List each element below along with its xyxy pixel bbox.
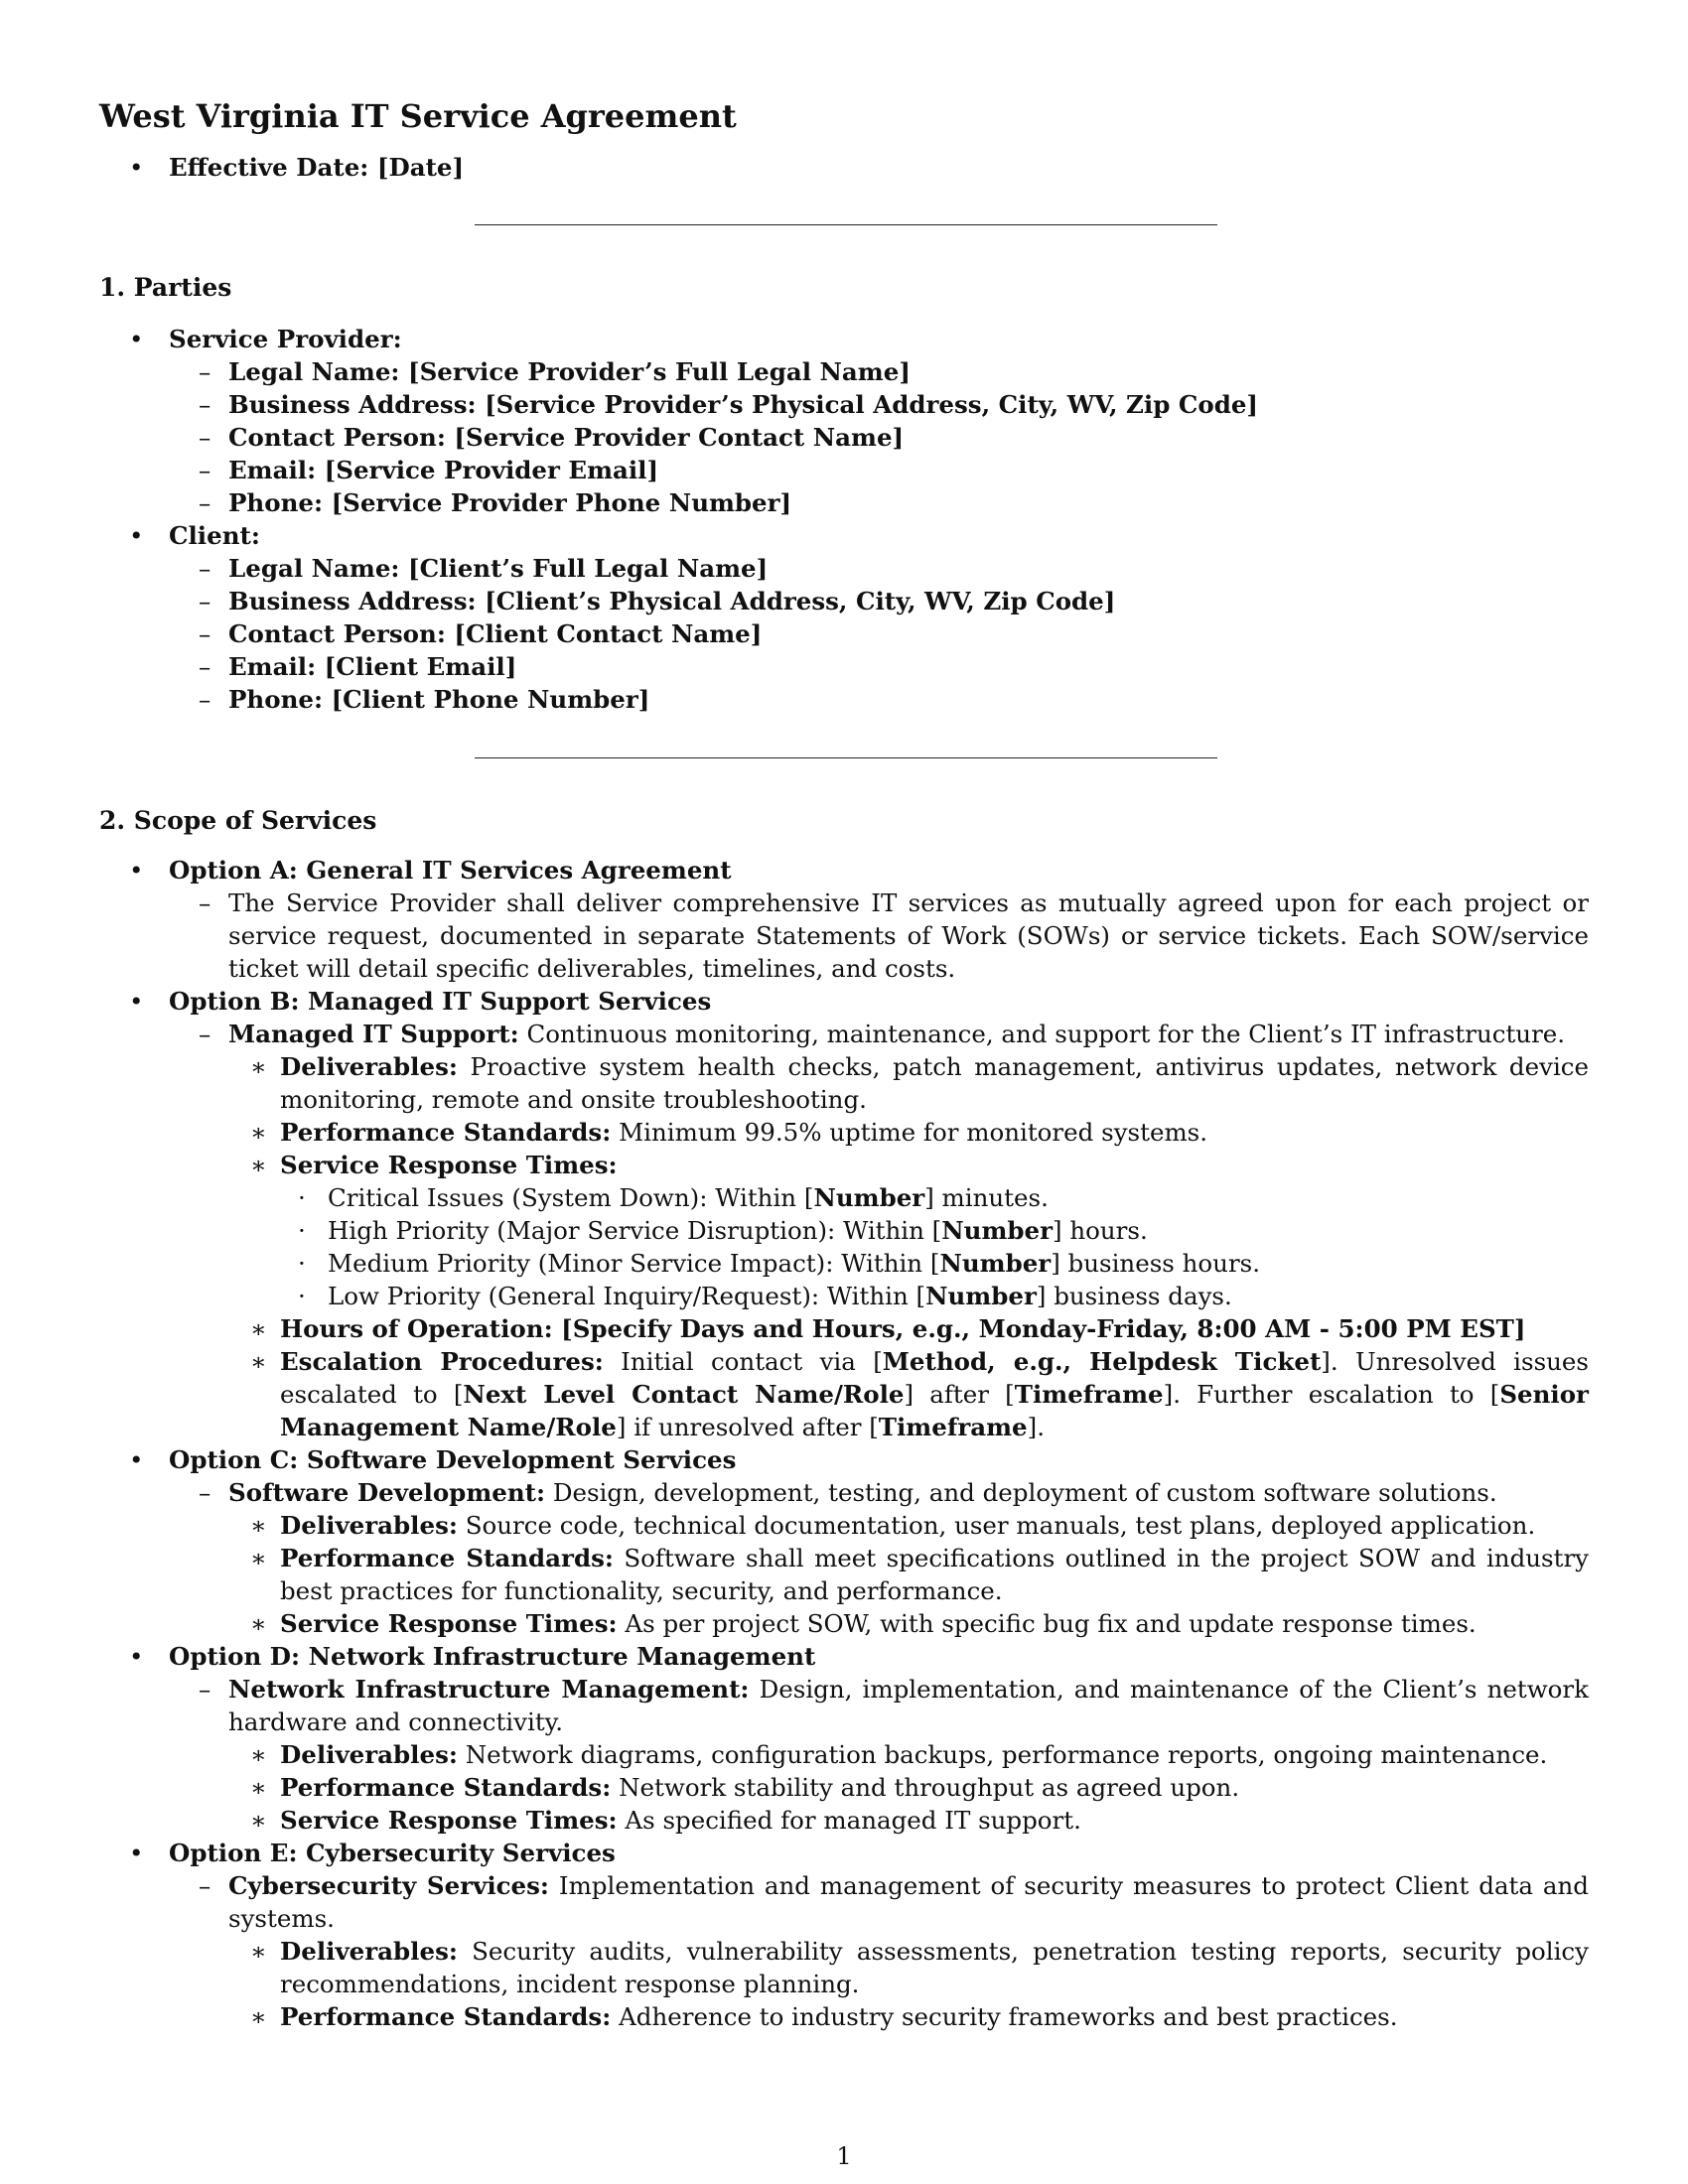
asterisk-icon: ∗ (250, 1118, 267, 1147)
asterisk-icon: ∗ (250, 1052, 267, 1081)
dash-icon: – (199, 685, 211, 714)
dash-icon: – (199, 1871, 211, 1900)
asterisk-icon: ∗ (250, 1347, 267, 1376)
bullet-icon: • (129, 325, 144, 353)
asterisk-icon: ∗ (250, 1151, 267, 1179)
option-a-text: The Service Provider shall deliver comprehensive IT services as mutually agreed upon for each project or service request, documented in separate Statements of Work (SOWs) or service tickets. Each SOW/service ticket will detail specific deliverables, timelines, and costs. (228, 888, 1589, 983)
dash-icon: – (199, 1478, 211, 1507)
bullet-icon: • (129, 856, 144, 885)
asterisk-icon: ∗ (250, 2002, 267, 2031)
bullet-icon: • (129, 1445, 144, 1474)
dash-icon: – (199, 1675, 211, 1704)
dot-icon: · (298, 1183, 306, 1212)
dash-icon: – (199, 888, 211, 917)
dash-icon: – (199, 554, 211, 583)
option-e-lead: Cybersecurity Services: Implementation and management of security measures to protect Client data and systems. (228, 1871, 1589, 1933)
dot-icon: · (298, 1282, 306, 1310)
option-e-deliverables: Deliverables: Security audits, vulnerability assessments, penetration testing reports, security policy recommendations, incident response planning. (280, 1937, 1589, 1998)
asterisk-icon: ∗ (250, 1609, 267, 1638)
dot-icon: · (298, 1216, 306, 1245)
bullet-icon: • (129, 1642, 144, 1671)
asterisk-icon: ∗ (250, 1806, 267, 1835)
dot-icon: · (298, 1249, 306, 1278)
document-page: West Virginia IT Service Agreement • Effective Date: [Date] 1. Parties • Service Provider: – Legal Name: [Service Provider’s Full Legal Name] – Business Address: [Service Provider’s Physical Address, City, WV, Zip Code] – Contact Person: [Service Provider Contact Name] – Email: [Service Provider Email] – Phone: [Service Provider Phone Number] • Client: – Legal Name: [Client’s Full Legal Name] – Business Address: [Client’s Physical Address, City, WV, Zip Code] – Contact Person: [Client Contact Name] – Email: [Client Email] – Phone: [Client Phone Number] 2. Scope of Services • Option A: General IT Services Agreement – The Service Provider shall deliver comprehensive IT services as mutually agreed upon for each project or service request, documented in separate Statements of Work (SOWs) or service tickets. Each SOW/service ticket will detail specific deliverables, timelines, and costs. • Option B: Managed IT Support Services – Managed IT Support: Continuous monitoring, maintenance, and support for the Client’s IT infrastructure. ∗ Deliverables: Proactive system health checks, patch management, antivirus updates, network device monitoring, remote and onsite troubleshooting. ∗ Performance Standards: Minimum 99.5% uptime for monitored systems. ∗ Service Response Times: · Critical Issues (System Down): Within [Number] minutes. · High Priority (Major Service Disruption): Within [Number] hours. · Medium Priority (Minor Service Impact): Within [Number] business hours. · Low Priority (General Inquiry/Request): Within [Number] business days. ∗ Hours of Operation: [Specify Days and Hours, e.g., Monday-Friday, 8:00 AM - 5:00 PM EST] ∗ Escalation Procedures: Initial contact via [Method, e.g., Helpdesk Ticket]. Unresolved issues escalated to [Next Level Contact Name/Role] after [Timeframe]. Further escalation to [Senior Management Name/Role] if unresolved after [Timeframe]. • Option C: Software Development Services – Software Development: Design, development, testing, and deployment of custom software solutions. ∗ Deliverables: Source code, technical documentation, user manuals, test plans, deployed application. ∗ Performance Standards: Software shall meet specifications outlined in the project SOW and industry best practices for functionality, security, and performance. ∗ Service Response Times: As per project SOW, with specific bug fix and update response times. • Option D: Network Infrastructure Management – Network Infrastructure Management: Design, implementation, and maintenance of the Client’s network hardware and connectivity. ∗ Deliverables: Network diagrams, configuration backups, performance reports, ongoing maintenance. ∗ Performance Standards: Network stability and throughput as agreed upon. ∗ Service Response Times: As specified for managed IT support. • Option E: Cybersecurity Services – Cybersecurity Services: Implementation and management of security measures to protect Client data and systems. ∗ Deliverables: Security audits, vulnerability assessments, penetration testing reports, security policy recommendations, incident response planning. ∗ Performance Standards: Adherence to industry security frameworks and best practices. 1 (0, 0, 1688, 2184)
dash-icon: – (199, 423, 211, 452)
divider (475, 757, 1217, 758)
option-d-lead: Network Infrastructure Management: Design, implementation, and maintenance of the Client’s network hardware and connectivity. (228, 1675, 1589, 1736)
page-title: West Virginia IT Service Agreement (99, 97, 737, 135)
bullet-icon: • (129, 153, 144, 182)
dash-icon: – (199, 357, 211, 386)
option-a-dash (199, 887, 211, 919)
section-heading-scope: 2. Scope of Services (99, 806, 377, 835)
dash-icon: – (199, 587, 211, 615)
dash-icon: – (199, 390, 211, 419)
bullet-icon: • (129, 1839, 144, 1867)
asterisk-icon: ∗ (250, 1544, 267, 1572)
option-b-deliverables: Deliverables: Proactive system health checks, patch management, antivirus updates, network device monitoring, remote and onsite troubleshooting. (280, 1052, 1589, 1114)
asterisk-icon: ∗ (250, 1937, 267, 1966)
divider (475, 224, 1217, 225)
asterisk-icon: ∗ (250, 1740, 267, 1769)
option-b-escalation: Escalation Procedures: Initial contact via [Method, e.g., Helpdesk Ticket]. Unresolved issues escalated to [Next Level Contact Name/Role] after [Timeframe]. Further escalation to [Senior Management Name/Role] if unresolved after [Timeframe]. (280, 1347, 1589, 1441)
asterisk-icon: ∗ (250, 1314, 267, 1343)
dash-icon: – (199, 1020, 211, 1048)
asterisk-icon: ∗ (250, 1511, 267, 1540)
dash-icon: – (199, 652, 211, 681)
section-heading-parties: 1. Parties (99, 273, 232, 302)
dash-icon: – (199, 488, 211, 517)
page-number: 1 (836, 2142, 852, 2170)
bullet-icon: • (129, 987, 144, 1016)
asterisk-icon: ∗ (250, 1773, 267, 1802)
bullet-icon: • (129, 521, 144, 550)
dash-icon: – (199, 456, 211, 484)
option-c-performance: Performance Standards: Software shall meet specifications outlined in the project SOW and industry best practices for functionality, security, and performance. (280, 1544, 1590, 1605)
dash-icon: – (199, 619, 211, 648)
